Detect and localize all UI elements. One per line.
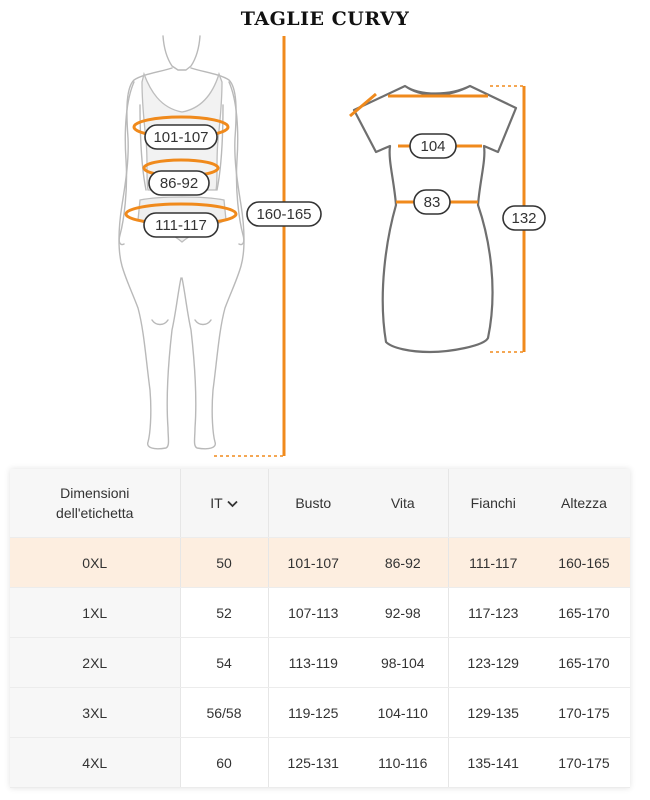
size-table-container [10, 469, 630, 788]
cell-it: 60 [180, 738, 268, 788]
svg-text:111-117: 111-117 [155, 217, 207, 234]
page-title: TAGLIE CURVY [240, 8, 410, 30]
body-hips-label [144, 213, 218, 237]
table-row[interactable] [10, 588, 630, 638]
cell-busto: 107-113 [268, 588, 358, 638]
cell-size: 3XL [10, 688, 180, 738]
size-guide-illustration [0, 30, 650, 470]
dress-length-label [503, 206, 545, 230]
header-busto: Busto [268, 469, 358, 538]
cell-vita: 86-92 [358, 538, 448, 588]
cell-busto: 119-125 [268, 688, 358, 738]
svg-text:101-107: 101-107 [153, 129, 209, 146]
svg-text:132: 132 [511, 210, 537, 227]
cell-fianchi: 129-135 [448, 688, 538, 738]
cell-size: 2XL [10, 638, 180, 688]
header-fianchi: Fianchi [448, 469, 538, 538]
header-it-dropdown[interactable]: IT [180, 469, 268, 538]
cell-altezza: 160-165 [538, 538, 630, 588]
cell-altezza: 165-170 [538, 638, 630, 688]
cell-it: 54 [180, 638, 268, 688]
body-waist-label [149, 171, 209, 195]
cell-size: 1XL [10, 588, 180, 638]
dress-waist-label [414, 190, 450, 214]
header-altezza: Altezza [538, 469, 630, 538]
cell-vita: 110-116 [358, 738, 448, 788]
cell-vita: 92-98 [358, 588, 448, 638]
cell-altezza: 165-170 [538, 588, 630, 638]
cell-vita: 104-110 [358, 688, 448, 738]
body-bust-label [145, 125, 217, 149]
cell-size: 4XL [10, 738, 180, 788]
cell-busto: 101-107 [268, 538, 358, 588]
dress-bust-label [410, 134, 456, 158]
table-row[interactable] [10, 738, 630, 788]
cell-fianchi: 117-123 [448, 588, 538, 638]
table-row[interactable] [10, 538, 630, 588]
svg-text:86-92: 86-92 [159, 175, 199, 192]
table-row[interactable] [10, 688, 630, 738]
table-row[interactable] [10, 638, 630, 688]
dress-outline [354, 86, 516, 352]
table-header-row [10, 469, 630, 538]
cell-it: 50 [180, 538, 268, 588]
cell-it: 56/58 [180, 688, 268, 738]
cell-fianchi: 123-129 [448, 638, 538, 688]
cell-busto: 113-119 [268, 638, 358, 688]
cell-busto: 125-131 [268, 738, 358, 788]
size-table [10, 469, 630, 788]
cell-it: 52 [180, 588, 268, 638]
cell-altezza: 170-175 [538, 688, 630, 738]
cell-altezza: 170-175 [538, 738, 630, 788]
cell-size: 0XL [10, 538, 180, 588]
header-vita: Vita [358, 469, 448, 538]
svg-text:83: 83 [423, 194, 441, 211]
cell-fianchi: 111-117 [448, 538, 538, 588]
cell-vita: 98-104 [358, 638, 448, 688]
svg-text:104: 104 [420, 138, 446, 155]
cell-fianchi: 135-141 [448, 738, 538, 788]
height-label [247, 202, 321, 226]
header-size-label: Dimensioni dell'etichetta [10, 469, 180, 538]
chevron-down-icon [227, 500, 238, 508]
svg-text:160-165: 160-165 [256, 206, 312, 223]
